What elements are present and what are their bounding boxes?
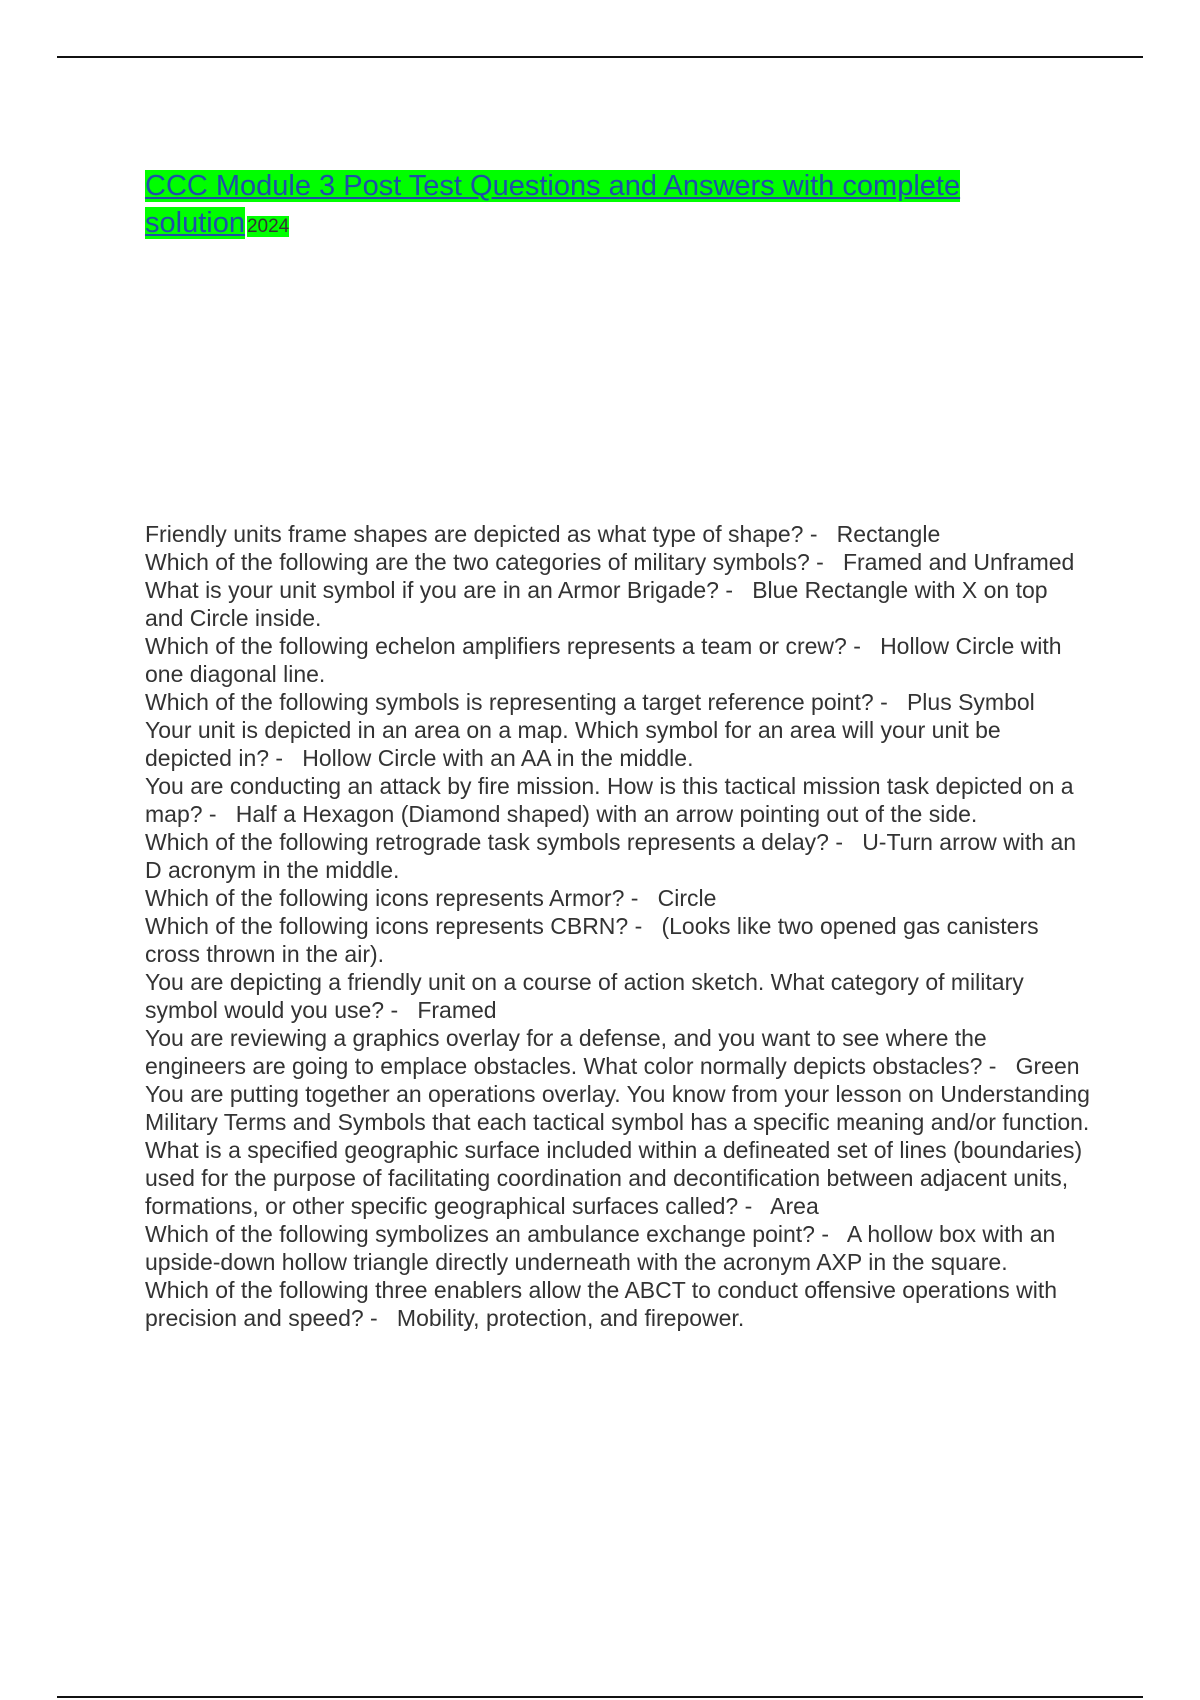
- question-text: Which of the following icons represents Armor?: [145, 885, 625, 911]
- qa-item: [145, 828, 1090, 884]
- qa-item: [145, 576, 1090, 632]
- qa-separator: -: [628, 913, 662, 939]
- document-title: [145, 168, 1045, 245]
- question-text: Which of the following icons represents CBRN?: [145, 913, 629, 939]
- answer-text: Blue Rectangle with X on top and Circle inside.: [145, 577, 1048, 631]
- question-text: Which of the following retrograde task symbols represents a delay?: [145, 829, 829, 855]
- answer-text: Area: [770, 1193, 819, 1219]
- qa-item: [145, 520, 1090, 548]
- answer-text: Rectangle: [836, 521, 941, 547]
- question-text: You are conducting an attack by fire mission. How is this tactical mission task depicted on a map?: [145, 773, 1074, 827]
- qa-item: [145, 968, 1090, 1024]
- qa-separator: -: [809, 549, 843, 575]
- qa-item: [145, 884, 1090, 912]
- qa-item: [145, 632, 1090, 688]
- qa-separator: -: [624, 885, 658, 911]
- qa-separator: -: [738, 1193, 771, 1219]
- qa-separator: -: [873, 689, 907, 715]
- question-text: Your unit is depicted in an area on a map. Which symbol for an area will your unit be depicted in?: [145, 717, 1001, 771]
- header-divider: [57, 56, 1143, 58]
- qa-separator: -: [828, 829, 863, 855]
- answer-text: U-Turn arrow with an D acronym in the middle.: [145, 829, 1077, 883]
- question-text: Which of the following three enablers allow the ABCT to conduct offensive operations with precision and speed?: [145, 1277, 1058, 1331]
- answer-text: Framed and Unframed: [842, 549, 1075, 575]
- qa-item: [145, 1276, 1090, 1332]
- qa-separator: -: [846, 633, 881, 659]
- answer-text: Green: [1015, 1053, 1080, 1079]
- answer-text: Half a Hexagon (Diamond shaped) with an arrow pointing out of the side.: [235, 801, 978, 827]
- question-text: You are depicting a friendly unit on a course of action sketch. What category of military symbol would you use?: [145, 969, 1024, 1023]
- answer-text: Framed: [417, 997, 497, 1023]
- qa-item: [145, 548, 1090, 576]
- answer-text: Hollow Circle with an AA in the middle.: [302, 745, 694, 771]
- question-text: Which of the following echelon amplifiers represents a team or crew?: [145, 633, 847, 659]
- qa-item: [145, 772, 1090, 828]
- answer-text: Mobility, protection, and firepower.: [396, 1305, 745, 1331]
- qa-separator: -: [718, 577, 753, 603]
- question-text: You are putting together an operations overlay. You know from your lesson on Understanding Military Terms and Symbols that each tactical symbol has a specific meaning and/or function. What is a specified geographic surface included within a defineated set of lines (boundaries) used for the purpose of facilitating coordination and decontification between adjacent units, formations, or other specific geographical surfaces called?: [145, 1081, 1090, 1219]
- qa-separator: -: [384, 997, 418, 1023]
- answer-text: Plus Symbol: [906, 689, 1035, 715]
- qa-item: [145, 1220, 1090, 1276]
- answer-text: (Looks like two opened gas canisters cross thrown in the air).: [145, 913, 1039, 967]
- qa-list: [145, 520, 1090, 1332]
- title-year: 2024: [246, 216, 290, 237]
- qa-item: [145, 1080, 1090, 1220]
- qa-item: [145, 688, 1090, 716]
- question-text: Which of the following symbols is representing a target reference point?: [145, 689, 874, 715]
- qa-separator: -: [363, 1305, 397, 1331]
- qa-separator: -: [814, 1221, 847, 1247]
- question-text: Friendly units frame shapes are depicted as what type of shape?: [145, 521, 804, 547]
- answer-text: Hollow Circle with one diagonal line.: [145, 633, 1062, 687]
- qa-separator: -: [202, 801, 236, 827]
- question-text: What is your unit symbol if you are in an Armor Brigade?: [145, 577, 719, 603]
- title-link[interactable]: CCC Module 3 Post Test Questions and Answers with complete solution: [145, 170, 961, 239]
- footer-divider: [57, 1696, 1143, 1698]
- qa-separator: -: [269, 745, 303, 771]
- qa-item: [145, 912, 1090, 968]
- answer-text: Circle: [657, 885, 717, 911]
- question-text: Which of the following symbolizes an ambulance exchange point?: [145, 1221, 815, 1247]
- question-text: You are reviewing a graphics overlay for a defense, and you want to see where the engineers are going to emplace obstacles. What color normally depicts obstacles?: [145, 1025, 987, 1079]
- qa-item: [145, 716, 1090, 772]
- qa-separator: -: [803, 521, 837, 547]
- qa-item: [145, 1024, 1090, 1080]
- question-text: Which of the following are the two categories of military symbols?: [145, 549, 810, 575]
- answer-text: A hollow box with an upside-down hollow triangle directly underneath with the acronym AXP in the square.: [145, 1221, 1056, 1275]
- qa-separator: -: [982, 1053, 1016, 1079]
